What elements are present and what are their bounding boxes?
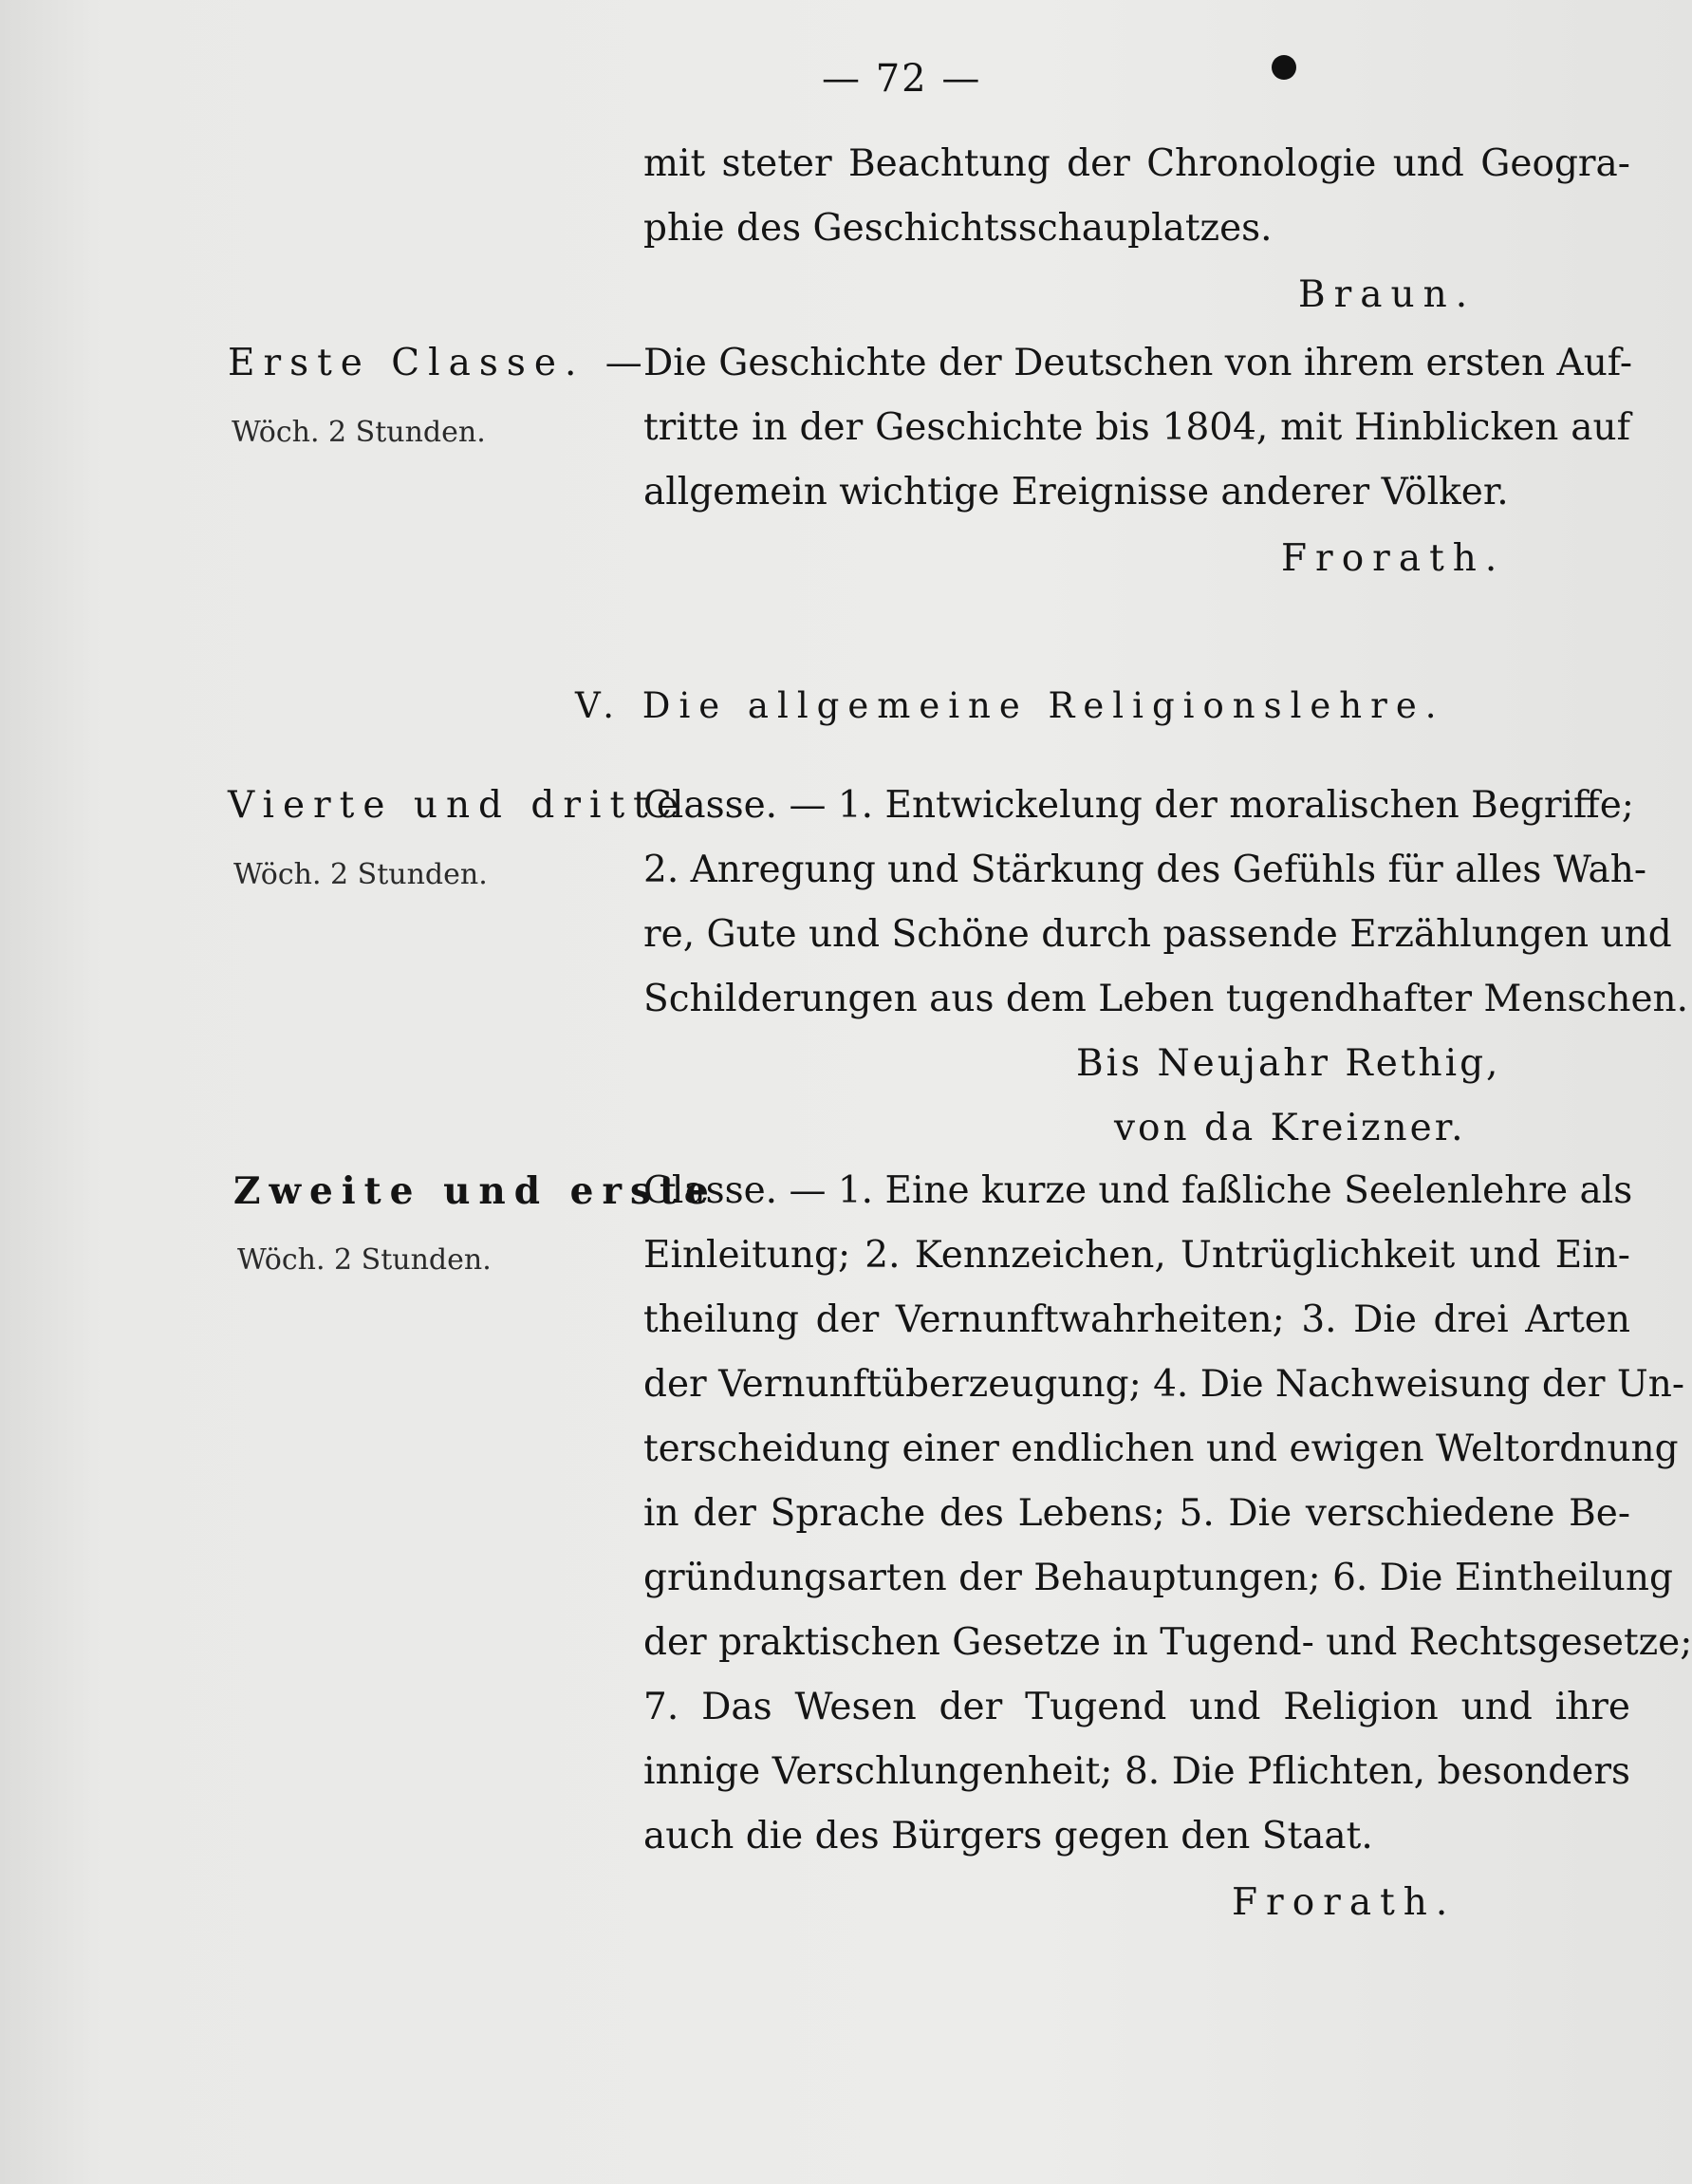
class-label: Zweite und erste — [233, 1169, 717, 1213]
text-line: re, Gute und Schöne durch passende Erzählungen und — [643, 913, 1672, 956]
text-line: Classe. — 1. Entwickelung der moralischen Begriffe; — [643, 784, 1634, 827]
text-line: Classe. — 1. Eine kurze und faßliche Seelenlehre als — [643, 1169, 1633, 1212]
text-line: innige Verschlungenheit; 8. Die Pflichten, besonders — [643, 1750, 1630, 1793]
text-line: mit steter Beachtung der Chronologie und Geogra- — [643, 142, 1630, 185]
ink-blot — [1272, 55, 1296, 80]
weekly-hours: Wöch. 2 Stunden. — [237, 1243, 492, 1277]
text-line: 7. Das Wesen der Tugend und Religion und ihre — [643, 1686, 1630, 1728]
text-line: tritte in der Geschichte bis 1804, mit Hinblicken auf — [643, 406, 1630, 449]
text-line: 2. Anregung und Stärkung des Gefühls für alles Wah- — [643, 849, 1647, 891]
signature-kreizner: von da Kreizner. — [1114, 1107, 1466, 1149]
text-line: gründungsarten der Behauptungen; 6. Die Eintheilung — [643, 1557, 1673, 1599]
weekly-hours: Wöch. 2 Stunden. — [232, 416, 486, 449]
signature-frorath: Frorath. — [1281, 537, 1506, 580]
weekly-hours: Wöch. 2 Stunden. — [233, 858, 488, 891]
class-label: Vierte und dritte — [228, 784, 687, 827]
text-line: phie des Geschichtsschauplatzes. — [643, 207, 1273, 250]
signature-braun: Braun. — [1298, 273, 1477, 316]
text-line: allgemein wichtige Ereignisse anderer Völker. — [643, 471, 1509, 513]
page-number: — 72 — — [822, 57, 982, 101]
text-line: Einleitung; 2. Kennzeichen, Untrüglichkeit und Ein- — [643, 1234, 1630, 1277]
text-line: terscheidung einer endlichen und ewigen Weltordnung — [643, 1428, 1679, 1470]
text-line: der praktischen Gesetze in Tugend- und Rechtsgesetze; — [643, 1621, 1692, 1664]
text-line: theilung der Vernunftwahrheiten; 3. Die drei Arten — [643, 1298, 1630, 1341]
class-label: Erste Classe. — — [228, 342, 651, 384]
signature-rethig: Bis Neujahr Rethig, — [1076, 1042, 1501, 1085]
text-line: in der Sprache des Lebens; 5. Die verschiedene Be- — [643, 1492, 1630, 1535]
signature-frorath: Frorath. — [1232, 1881, 1457, 1924]
section-heading: V. Die allgemeine Religionslehre. — [575, 685, 1445, 726]
text-line: der Vernunftüberzeugung; 4. Die Nachweisung der Un- — [643, 1363, 1685, 1406]
text-line: auch die des Bürgers gegen den Staat. — [643, 1815, 1373, 1857]
text-line: Schilderungen aus dem Leben tugendhafter Menschen. — [643, 978, 1689, 1020]
text-line: Die Geschichte der Deutschen von ihrem ersten Auf- — [643, 342, 1633, 384]
